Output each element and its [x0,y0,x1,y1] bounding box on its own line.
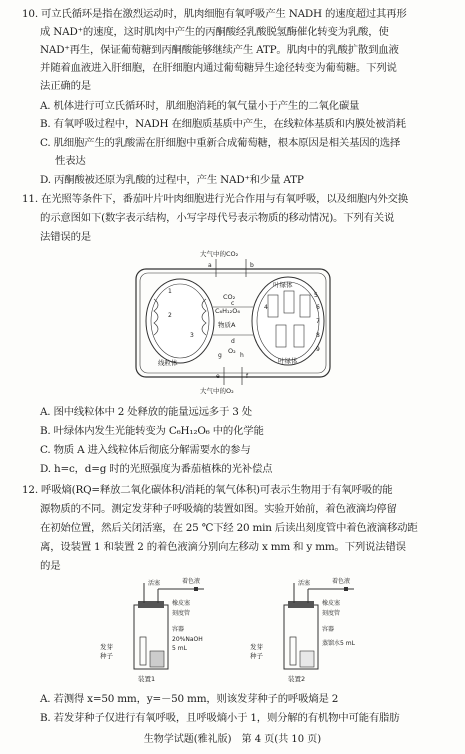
q11-option-b: B. 叶绿体内发生光能转变为 C₆H₁₂O₆ 中的化学能 [40,425,264,437]
structure-number: 1 [168,288,172,295]
structure-number: 9 [316,346,320,353]
co2-label: CO₂ [223,293,236,301]
inner-cup [290,637,296,665]
granum [276,325,286,347]
rubber-stopper [138,601,164,608]
scale-label: 刻度管 [172,610,191,617]
seeds-label-2: 种子 [250,652,263,660]
seeds-label: 发芽 [250,643,263,651]
granum [284,291,294,313]
flow-letter: b [250,262,254,269]
page-footer: 生物学试题(雅礼版) 第 4 页(共 10 页) [143,734,322,745]
structure-number: 2 [168,312,172,319]
structure-number: 7 [316,318,320,325]
q12-stem-line: 离，设装置 1 和装置 2 的着色液滴分别向左移动 x mm 和 y mm。下列说法错误 [40,541,406,553]
q10-stem-line: 法正确的是 [40,80,91,92]
cell-diagram [128,247,338,397]
flow-letter: e [216,373,220,380]
device-1-label: 装置1 [138,675,156,683]
seeds-label: 发芽 [100,643,113,651]
dye-label: 着色液 [332,578,351,585]
mitochondrion-label: 线粒体 [158,359,178,367]
naoh-solution [150,651,164,667]
water [300,651,314,667]
structure-number: 8 [316,332,320,339]
device-2 [250,577,356,683]
structure-number: 3 [190,332,194,339]
q11-option-d: D. h=c，d=g 时的光照强度为番茄植株的光补偿点 [40,463,273,475]
q11-stem-line: 的示意图如下(数字表示结构，小写字母代号表示物质的移动情况)。下列有关说 [40,212,395,224]
o2-label: O₂ [228,347,236,355]
water-label: 蒸馏水5 mL [322,640,355,647]
naoh-label: 20%NaOH [172,636,203,643]
q12-stem-line: 12. 呼吸熵(RQ=释放二氧化碳体积/消耗的氧气体积)可表示生物用于有氧呼吸的能 [22,484,393,496]
structure-number: 6 [316,304,320,311]
granum [300,295,310,317]
chloroplast [252,277,324,365]
granum [294,325,304,347]
q10-stem-line: 并随着血液进入肝细胞，在肝细胞内通过葡萄糖异生途径转变为葡萄糖。下列说 [40,62,397,74]
dye-droplet [344,587,348,591]
q12-option-b: B. 若发芽种子仅进行有氧呼吸，且呼吸熵小于 1，则分解的有机物中可能有脂肪 [40,712,400,724]
q11-stem-line: 法错误的是 [40,231,91,243]
flow-letter: c [231,300,235,307]
rubber-stopper [288,601,314,608]
device-1 [100,577,204,683]
q10-stem-line: 10. 可立氏循环是指在激烈运动时，肌肉细胞有氧呼吸产生 NADH 的速度超过其再形 [22,8,407,20]
q10-option-c-cont: 性表达 [55,155,86,167]
q12-stem-line: 源物质的不同。测定发芽种子呼吸熵的装置如图。实验开始前，着色液滴均停留 [40,503,397,515]
atmosphere-co2-label: 大气中的CO₂ [200,250,239,258]
stopcock-label: 活塞 [298,580,311,587]
structure-number: 4 [264,304,268,311]
flow-letter: d [231,338,235,345]
inner-cup [140,637,146,665]
q11-option-c: C. 物质 A 进入线粒体后彻底分解需要水的参与 [40,444,251,456]
container-label: 容器 [172,626,185,633]
naoh-volume-label: 5 mL [172,645,187,652]
stopcock-label: 活塞 [148,580,161,587]
plug-label: 橡皮塞 [322,600,341,607]
device-2-label: 装置2 [288,675,306,683]
q10-option-a: A. 机体进行可立氏循环时，肌细胞消耗的氧气量小于产生的二氧化碳量 [40,100,360,112]
flow-letter: a [208,262,212,269]
seeds-label-2: 种子 [100,652,113,660]
granum [268,295,278,317]
container-label: 容器 [322,626,335,633]
flow-letter: h [240,352,244,359]
q12-stem-line: 的是 [40,560,61,572]
q11-option-a: A. 图中线粒体中 2 处释放的能量远远多于 3 处 [40,406,252,418]
chloroplast-label: 叶绿体 [278,357,298,365]
q12-stem-line: 在初始位置，然后关闭活塞，在 25 ℃下经 20 min 后读出刻度管中着色液滴移动距 [40,522,418,534]
flow-letter: g [218,352,222,359]
flow-letter: f [246,373,249,380]
scale-label: 刻度管 [322,610,341,617]
q11-stem-line: 11. 在光照等条件下，番茄叶片叶肉细胞进行光合作用与有氧呼吸，以及细胞内外交换 [22,193,408,205]
plug-label: 橡皮塞 [172,600,191,607]
dye-droplet [194,587,198,591]
q12-option-a: A. 若测得 x=50 mm，y=－50 mm，则该发芽种子的呼吸熵是 2 [40,693,339,705]
chloroplast-label-upper: 叶绿体 [273,281,293,289]
atmosphere-o2-label: 大气中的O₂ [200,387,234,395]
q10-option-c: C. 肌细胞产生的乳酸需在肝细胞中重新合成葡萄糖，根本原因是相关基因的选择 [40,137,401,149]
glucose-label: C₆H₁₂O₆ [215,307,240,315]
q10-stem-line: 成 NAD⁺的速度，这时肌肉中产生的丙酮酸经乳酸脱氢酶催化转变为乳酸，使 [40,26,389,38]
respirometer-diagram [96,575,396,685]
q10-option-d: D. 丙酮酸被还原为乳酸的过程中，产生 NAD⁺和少量 ATP [40,174,304,186]
q10-stem-line: NAD⁺再生，保证葡萄糖到丙酮酸能够继续产生 ATP。肌肉中的乳酸扩散到血液 [40,44,399,56]
dye-label: 着色液 [182,578,201,585]
q10-option-b: B. 有氧呼吸过程中，NADH 在细胞质基质中产生，在线粒体基质和内膜处被消耗 [40,118,406,130]
structure-number: 5 [314,292,318,299]
substance-a-label: 物质A [218,321,236,329]
